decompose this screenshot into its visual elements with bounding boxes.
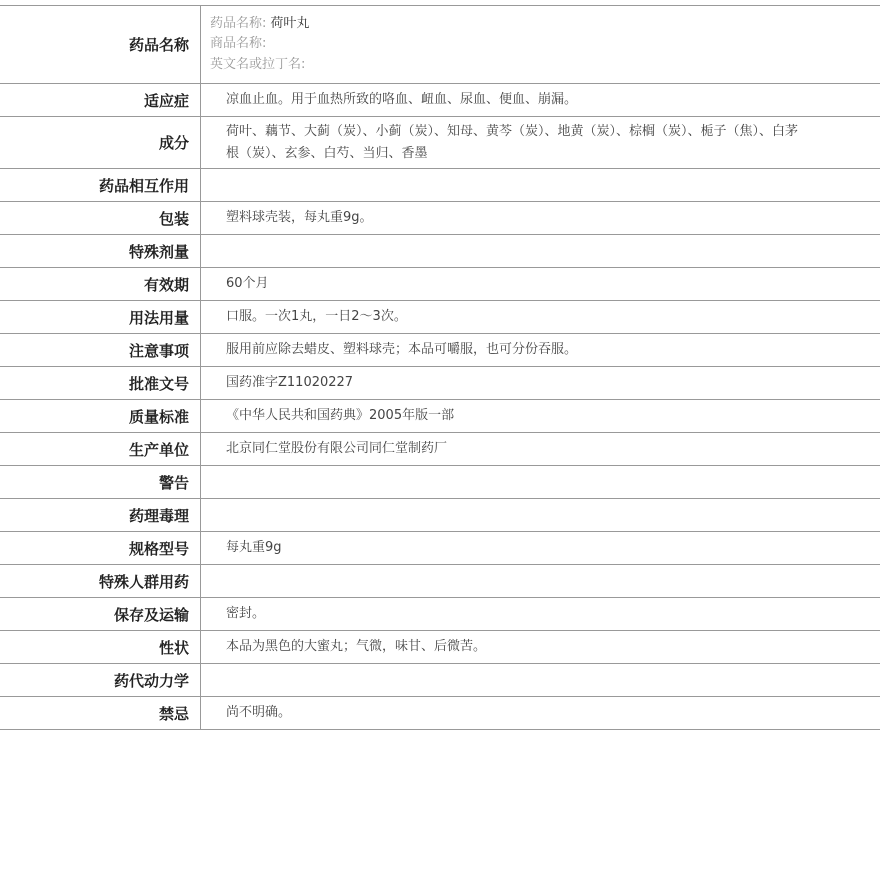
row-description xyxy=(0,631,880,664)
row-label: 成分 xyxy=(0,117,201,169)
row-label: 包装 xyxy=(0,202,201,235)
row-label: 特殊人群用药 xyxy=(0,565,201,598)
row-label: 保存及运输 xyxy=(0,598,201,631)
row-value xyxy=(201,235,880,268)
row-manufacturer xyxy=(0,433,880,466)
row-value: 每丸重9g xyxy=(201,532,880,565)
row-value: 服用前应除去蜡皮、塑料球壳；本品可嚼服，也可分份吞服。 xyxy=(201,334,880,367)
drug-name-line xyxy=(210,14,800,35)
row-label: 特殊剂量 xyxy=(0,235,201,268)
row-value: 尚不明确。 xyxy=(201,697,880,730)
row-value: 口服。一次1丸，一日2～3次。 xyxy=(201,301,880,334)
row-label: 警告 xyxy=(0,466,201,499)
row-contraindications xyxy=(0,697,880,730)
row-value: 塑料球壳装，每丸重9g。 xyxy=(201,202,880,235)
row-label: 药品相互作用 xyxy=(0,169,201,202)
row-specification xyxy=(0,532,880,565)
row-value xyxy=(201,565,880,598)
row-special-dosage xyxy=(0,235,880,268)
row-value: 北京同仁堂股份有限公司同仁堂制药厂 xyxy=(201,433,880,466)
row-label: 性状 xyxy=(0,631,201,664)
name-field-label: 英文名或拉丁名: xyxy=(210,56,306,72)
row-dosage xyxy=(0,301,880,334)
name-field-value: 荷叶丸 xyxy=(270,15,310,31)
row-value xyxy=(201,499,880,532)
name-field-label: 药品名称: xyxy=(210,15,267,31)
row-label: 适应症 xyxy=(0,84,201,117)
row-label: 生产单位 xyxy=(0,433,201,466)
latin-name-line xyxy=(210,55,800,76)
row-label: 有效期 xyxy=(0,268,201,301)
row-ingredients xyxy=(0,117,880,169)
row-value: 密封。 xyxy=(201,598,880,631)
row-value xyxy=(201,466,880,499)
row-shelf-life xyxy=(0,268,880,301)
row-value: 《中华人民共和国药典》2005年版一部 xyxy=(201,400,880,433)
row-value: 荷叶、藕节、大蓟（炭）、小蓟（炭）、知母、黄芩（炭）、地黄（炭）、棕榈（炭）、栀子（焦）、白茅根（炭）、玄参、白芍、当归、香墨 xyxy=(201,117,880,169)
row-label: 质量标准 xyxy=(0,400,201,433)
row-label: 禁忌 xyxy=(0,697,201,730)
row-value xyxy=(201,169,880,202)
row-label: 用法用量 xyxy=(0,301,201,334)
name-field-label: 商品名称: xyxy=(210,36,267,52)
row-label: 药代动力学 xyxy=(0,664,201,697)
row-indications xyxy=(0,84,880,117)
row-value xyxy=(201,664,880,697)
row-label: 药品名称 xyxy=(0,6,201,84)
row-storage xyxy=(0,598,880,631)
trade-name-line xyxy=(210,34,800,55)
row-label: 药理毒理 xyxy=(0,499,201,532)
row-pharmacokinetics xyxy=(0,664,880,697)
row-special-populations xyxy=(0,565,880,598)
row-approval-number xyxy=(0,367,880,400)
row-label: 批准文号 xyxy=(0,367,201,400)
drug-name-cell xyxy=(201,6,880,84)
row-value: 凉血止血。用于血热所致的咯血、衄血、尿血、便血、崩漏。 xyxy=(201,84,880,117)
row-value: 本品为黑色的大蜜丸；气微，味甘、后微苦。 xyxy=(201,631,880,664)
row-value: 60个月 xyxy=(201,268,880,301)
row-drug-name xyxy=(0,6,880,84)
row-precautions xyxy=(0,334,880,367)
row-label: 注意事项 xyxy=(0,334,201,367)
row-warning xyxy=(0,466,880,499)
row-value: 国药准字Z11020227 xyxy=(201,367,880,400)
row-quality-standard xyxy=(0,400,880,433)
drug-info-table xyxy=(0,5,880,730)
row-label: 规格型号 xyxy=(0,532,201,565)
row-package xyxy=(0,202,880,235)
drug-info-body xyxy=(0,6,880,730)
row-pharmacology xyxy=(0,499,880,532)
row-interactions xyxy=(0,169,880,202)
